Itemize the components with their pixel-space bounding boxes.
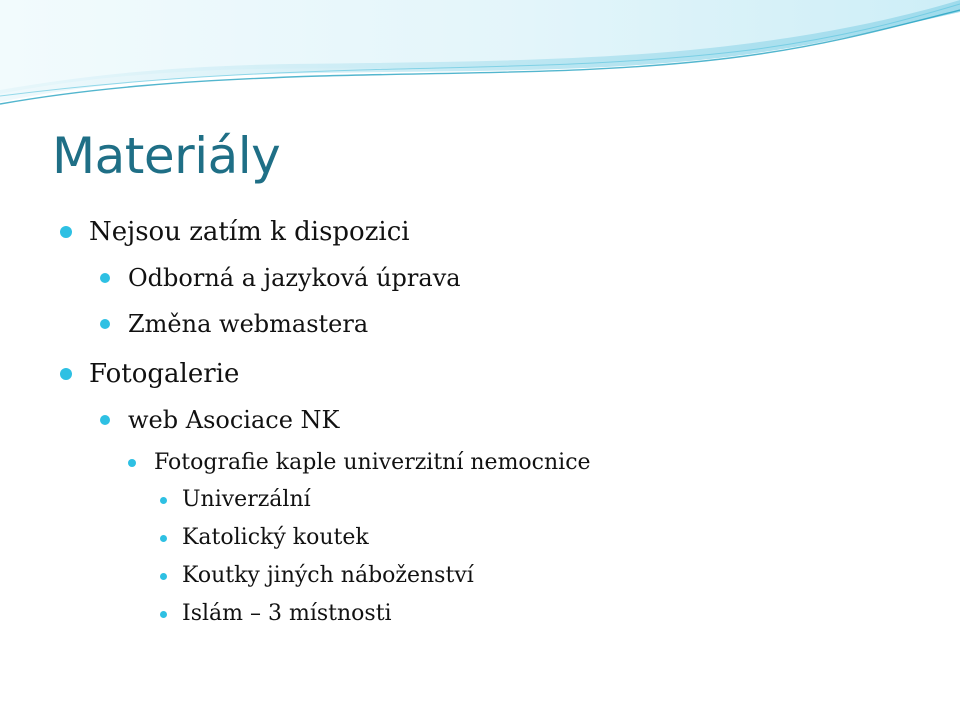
bullet-text: web Asociace NK: [128, 406, 340, 434]
bullet-dot-icon: [160, 535, 167, 542]
bullet-text: Katolický koutek: [182, 525, 369, 550]
slide-title: Materiály: [52, 127, 281, 185]
bullet-item-level-1: [60, 215, 410, 249]
bullet-text: Islám – 3 místnosti: [182, 601, 392, 626]
bullet-item-level-2: [100, 262, 461, 294]
bullet-item-level-4: [160, 485, 311, 515]
bullet-text: Fotogalerie: [89, 359, 240, 389]
header-wave-decoration: [0, 0, 960, 110]
bullet-dot-icon: [160, 497, 167, 504]
bullet-text: Koutky jiných náboženství: [182, 563, 474, 588]
bullet-dot-icon: [160, 611, 167, 618]
bullet-item-level-4: [160, 561, 474, 591]
bullet-item-level-3: [128, 448, 591, 478]
bullet-text: Univerzální: [182, 487, 311, 512]
bullet-dot-icon: [60, 226, 72, 238]
bullet-item-level-2: [100, 308, 368, 340]
bullet-item-level-2: [100, 404, 339, 436]
bullet-item-level-4: [160, 599, 392, 629]
bullet-text: Nejsou zatím k dispozici: [89, 217, 410, 247]
bullet-dot-icon: [100, 273, 110, 283]
bullet-item-level-4: [160, 523, 369, 553]
bullet-dot-icon: [100, 415, 110, 425]
bullet-text: Odborná a jazyková úprava: [128, 264, 461, 292]
bullet-item-level-1: [60, 357, 239, 391]
bullet-dot-icon: [128, 459, 136, 467]
bullet-dot-icon: [60, 368, 72, 380]
bullet-dot-icon: [100, 319, 110, 329]
bullet-dot-icon: [160, 573, 167, 580]
bullet-text: Změna webmastera: [128, 310, 369, 338]
bullet-text: Fotografie kaple univerzitní nemocnice: [154, 450, 591, 475]
